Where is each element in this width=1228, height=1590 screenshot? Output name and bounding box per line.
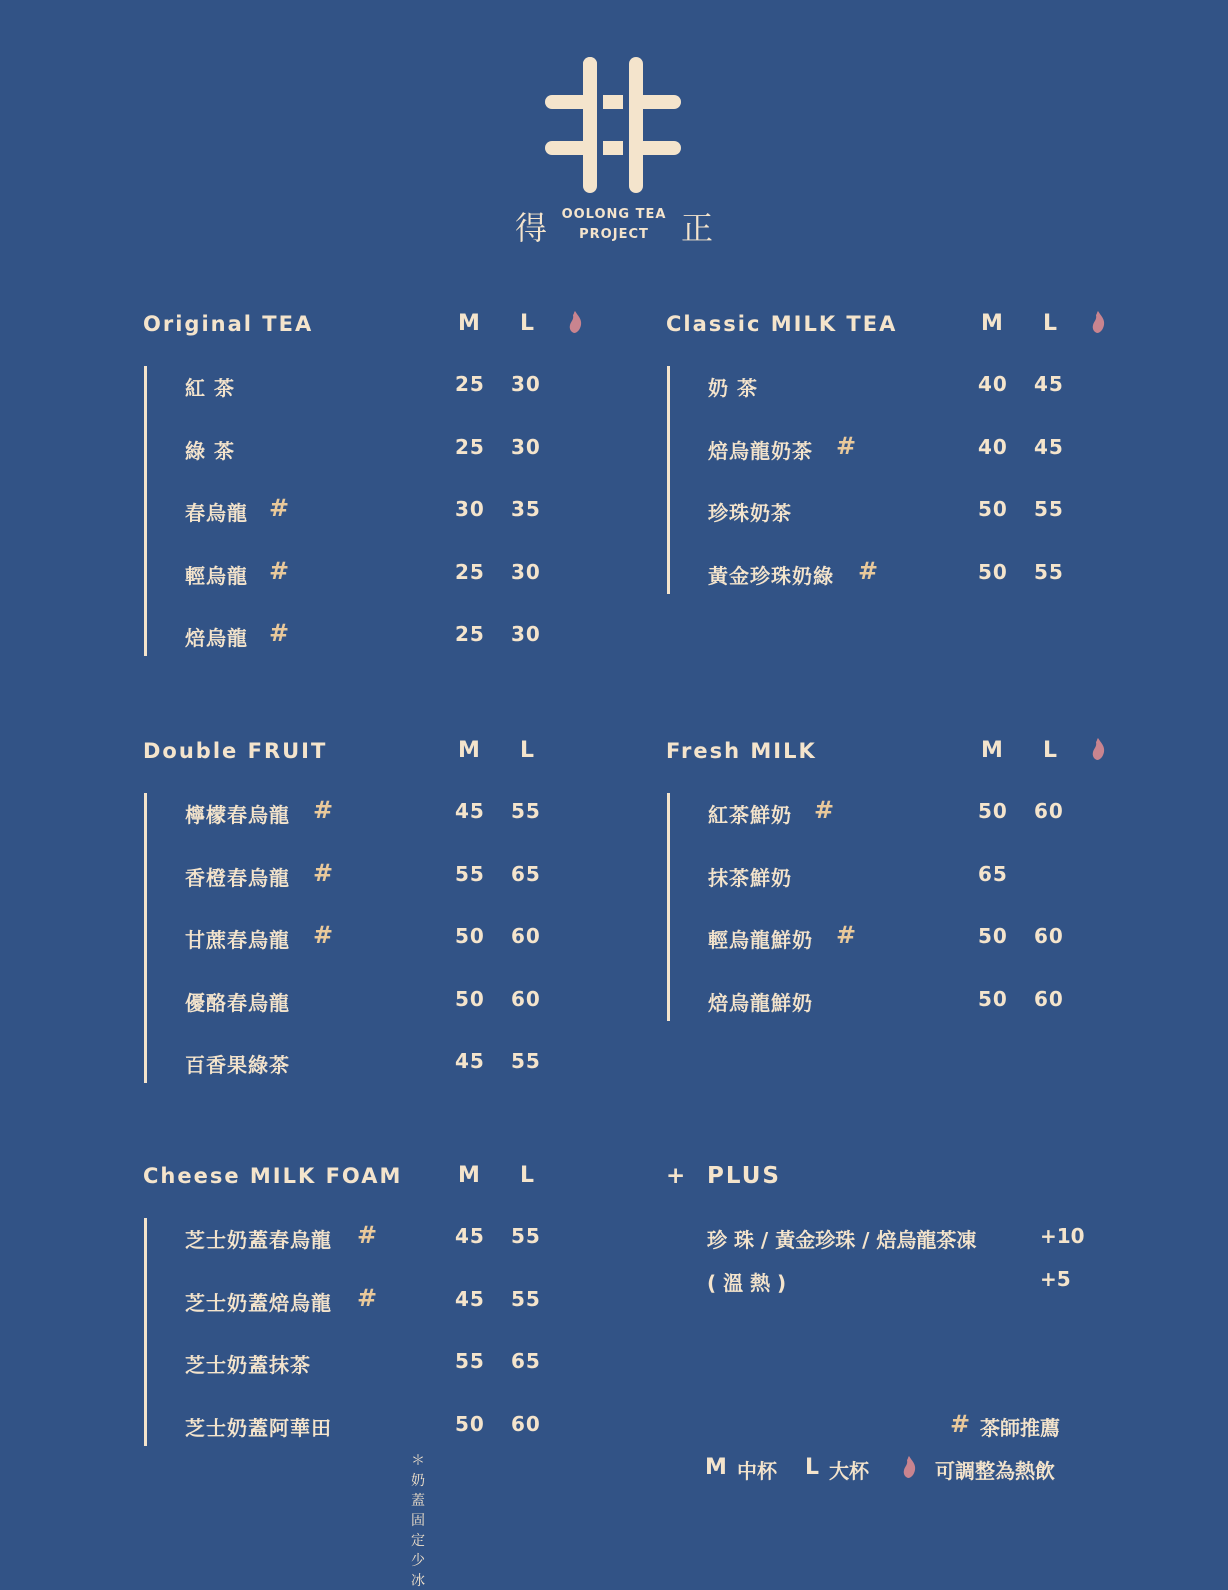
- price-l: 55: [511, 1286, 541, 1311]
- section-divider-bar: [667, 366, 670, 594]
- size-m-header: M: [981, 738, 1003, 763]
- price-l: 60: [1034, 799, 1064, 823]
- price-l: 55: [511, 799, 541, 823]
- menu-item-name: 抹茶鮮奶: [708, 865, 792, 890]
- recommended-hash-icon: #: [858, 556, 879, 585]
- price-m: 30: [455, 497, 485, 521]
- menu-item-name: 焙烏龍鮮奶: [708, 990, 813, 1015]
- size-m-header: M: [981, 311, 1003, 336]
- legend-l-label: 大杯: [829, 1459, 869, 1483]
- price-m: 50: [455, 986, 485, 1011]
- recommended-hash-icon: #: [814, 796, 835, 824]
- menu-item-name: 奶 茶: [708, 376, 758, 400]
- legend-hash-label: 茶師推薦: [980, 1416, 1060, 1440]
- legend-m-letter: M: [705, 1455, 727, 1480]
- price-l: 55: [511, 1049, 541, 1073]
- section-title: Classic MILK TEA: [666, 312, 898, 336]
- menu-item-name: 珍珠奶茶: [708, 501, 792, 525]
- size-l-header: L: [520, 738, 535, 763]
- menu-item-name: 檸檬春烏龍: [185, 803, 290, 827]
- legend-l-letter: L: [805, 1455, 820, 1480]
- legend-hot-icon: [902, 1455, 916, 1479]
- price-l: 65: [511, 861, 541, 886]
- price-l: 55: [1034, 559, 1064, 584]
- menu-item-name: 優酪春烏龍: [185, 990, 290, 1015]
- price-l: 30: [511, 434, 541, 459]
- plus-toppings-price: +10: [1040, 1224, 1085, 1248]
- brand-name-line1: OOLONG TEA: [561, 207, 667, 222]
- section-title: Original TEA: [143, 312, 314, 336]
- size-m-header: M: [458, 1163, 480, 1188]
- menu-item-name: 紅茶鮮奶: [708, 803, 792, 827]
- price-m: 45: [455, 799, 485, 823]
- price-l: 30: [511, 559, 541, 584]
- recommended-hash-icon: #: [313, 858, 334, 887]
- recommended-hash-icon: #: [269, 556, 290, 585]
- price-m: 40: [978, 372, 1008, 396]
- section-divider-bar: [144, 1218, 147, 1446]
- size-m-header: M: [458, 738, 480, 763]
- menu-item-name: 春烏龍: [185, 501, 248, 525]
- brand-logo: [515, 55, 715, 245]
- brand-name-line2: PROJECT: [579, 227, 649, 242]
- legend-hot-label: 可調整為熱飲: [935, 1459, 1055, 1483]
- price-m: 50: [455, 1411, 485, 1436]
- section-divider-bar: [144, 366, 147, 656]
- price-l: 60: [511, 924, 541, 948]
- legend-hash-symbol: #: [950, 1410, 971, 1438]
- price-m: 55: [455, 1349, 485, 1373]
- legend-m-label: 中杯: [737, 1459, 777, 1483]
- menu-item-name: 紅 茶: [185, 376, 235, 400]
- menu-item-name: 綠 茶: [185, 438, 235, 463]
- brand-name: [559, 205, 669, 245]
- recommended-hash-icon: #: [357, 1221, 378, 1249]
- menu-item-name: 芝士奶蓋焙烏龍: [185, 1290, 332, 1315]
- price-m: 25: [455, 559, 485, 584]
- price-m: 50: [978, 559, 1008, 584]
- price-m: 50: [978, 986, 1008, 1011]
- recommended-hash-icon: #: [313, 921, 334, 949]
- recommended-hash-icon: #: [357, 1283, 378, 1312]
- hot-available-icon: [1091, 310, 1105, 334]
- price-m: 55: [455, 861, 485, 886]
- plus-title: PLUS: [707, 1163, 781, 1189]
- price-m: 45: [455, 1049, 485, 1073]
- price-m: 45: [455, 1224, 485, 1248]
- price-m: 65: [978, 861, 1008, 886]
- price-l: 55: [511, 1224, 541, 1248]
- price-l: 65: [511, 1349, 541, 1373]
- section-divider-bar: [667, 793, 670, 1021]
- price-m: 40: [978, 434, 1008, 459]
- price-l: 45: [1034, 434, 1064, 459]
- size-l-header: L: [1043, 738, 1058, 763]
- recommended-hash-icon: #: [313, 796, 334, 824]
- plus-warm-price: +5: [1040, 1267, 1071, 1291]
- menu-item-name: 輕烏龍鮮奶: [708, 928, 813, 952]
- menu-item-name: 甘蔗春烏龍: [185, 928, 290, 952]
- recommended-hash-icon: #: [269, 619, 290, 647]
- size-l-header: L: [520, 1163, 535, 1188]
- section-title: Cheese MILK FOAM: [143, 1164, 403, 1188]
- price-l: 60: [511, 986, 541, 1011]
- price-m: 50: [455, 924, 485, 948]
- price-m: 50: [978, 799, 1008, 823]
- menu-item-name: 芝士奶蓋阿華田: [185, 1415, 332, 1440]
- menu-item-name: 芝士奶蓋抹茶: [185, 1353, 311, 1377]
- recommended-hash-icon: #: [836, 431, 857, 460]
- menu-item-name: 輕烏龍: [185, 563, 248, 588]
- size-l-header: L: [1043, 311, 1058, 336]
- brand-char-right: 正: [681, 209, 714, 247]
- price-l: 60: [1034, 924, 1064, 948]
- section-divider-bar: [144, 793, 147, 1083]
- plus-warm: ( 溫 熱 ): [707, 1271, 787, 1295]
- section-title: Double FRUIT: [143, 739, 328, 763]
- menu-item-name: 黃金珍珠奶綠: [708, 563, 834, 588]
- menu-item-name: 香橙春烏龍: [185, 865, 290, 890]
- menu-item-name: 焙烏龍奶茶: [708, 438, 813, 463]
- recommended-hash-icon: #: [269, 494, 290, 522]
- price-l: 35: [511, 497, 541, 521]
- plus-symbol: +: [666, 1163, 688, 1189]
- price-l: 30: [511, 622, 541, 646]
- price-l: 60: [1034, 986, 1064, 1011]
- plus-toppings: 珍 珠 / 黃金珍珠 / 焙烏龍茶凍: [707, 1228, 977, 1252]
- size-m-header: M: [458, 311, 480, 336]
- brand-char-left: 得: [515, 209, 548, 247]
- price-m: 25: [455, 622, 485, 646]
- hot-available-icon: [1091, 737, 1105, 761]
- hot-available-icon: [568, 310, 582, 334]
- price-l: 55: [1034, 497, 1064, 521]
- section-title: Fresh MILK: [666, 739, 817, 763]
- price-m: 25: [455, 372, 485, 396]
- price-l: 60: [511, 1411, 541, 1436]
- price-l: 30: [511, 372, 541, 396]
- price-m: 25: [455, 434, 485, 459]
- price-m: 50: [978, 924, 1008, 948]
- recommended-hash-icon: #: [836, 921, 857, 949]
- menu-item-name: 焙烏龍: [185, 626, 248, 650]
- price-m: 50: [978, 497, 1008, 521]
- brand-mark-icon: [543, 55, 683, 195]
- menu-item-name: 芝士奶蓋春烏龍: [185, 1228, 332, 1252]
- size-l-header: L: [520, 311, 535, 336]
- menu-item-name: 百香果綠茶: [185, 1053, 290, 1077]
- section-note: ＊奶蓋固定少冰: [411, 1452, 425, 1589]
- price-l: 45: [1034, 372, 1064, 396]
- price-m: 45: [455, 1286, 485, 1311]
